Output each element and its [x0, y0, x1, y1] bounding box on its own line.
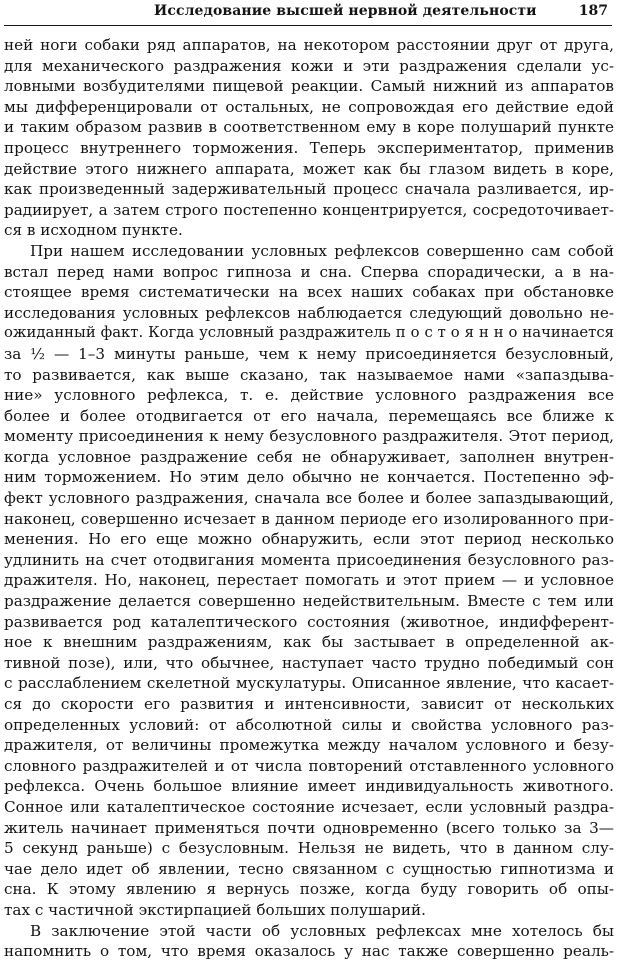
text-line: действие этого нижнего аппарата, может как бы глазом видеть в коре,	[4, 159, 614, 178]
text-line: ное к внешним раздражениям, как бы застывает в определенной ак-	[4, 633, 614, 652]
page-header	[4, 2, 612, 26]
text-line: удлинить на счет отодвигания момента присоединения безусловного раз-	[4, 550, 614, 569]
paragraph	[4, 35, 614, 241]
header-rule	[4, 25, 612, 26]
text-line: развивается род каталептического состояния (животное, индифферент-	[4, 612, 614, 631]
text-line: когда условное раздражение себя не обнаруживает, заполнен внутрен-	[4, 447, 614, 466]
text-line: тивной позе), или, что обычнее, наступает часто трудно победимый сон	[4, 653, 614, 672]
text-line: стоящее время систематически на всех наших собаках при обстановке	[4, 283, 614, 302]
text-line: В заключение этой части об условных рефлексах мне хотелось бы	[30, 921, 614, 940]
body-text	[4, 35, 614, 962]
text-line: ней ноги собаки ряд аппаратов, на некотором расстоянии друг от друга,	[4, 36, 614, 54]
text-line: встал перед нами вопрос гипноза и сна. Сперва спорадически, а в на-	[4, 262, 614, 281]
text-line: и таким образом развив в соответственном ему в коре полушарий пункте	[4, 118, 614, 137]
text-line: ние» условного рефлекса, т. е. действие условного раздражения все	[4, 386, 614, 405]
text-line: раздражение делается совершенно недействительным. Вместе с тем или	[4, 592, 614, 611]
running-title: Исследование высшей нервной деятельности	[154, 3, 537, 19]
text-line: сна. К этому явлению я вернусь позже, когда буду говорить об опы-	[4, 880, 614, 899]
text-line: словного раздражителей и от числа повторений отставленного условного	[4, 756, 614, 775]
text-line: фект условного раздражения, сначала все более и более запаздывающий,	[4, 489, 614, 508]
text-line: менения. Но его еще можно обнаружить, если этот период несколько	[4, 530, 614, 549]
text-line: то развивается, как выше сказано, так называемое нами «запаздыва-	[4, 365, 614, 384]
text-line: более и более отодвигается от его начала, перемещаясь все ближе к	[4, 406, 614, 425]
text-line: как произведенный задерживательный процесс сначала разливается, ир-	[4, 180, 614, 199]
text-line: ловными возбудителями пищевой реакции. Самый нижний из аппаратов	[4, 77, 614, 96]
paragraph	[4, 921, 614, 962]
text-line: наконец, совершенно исчезает в данном периоде его изолированного при-	[4, 509, 614, 528]
text-line: рефлекса. Очень большое влияние имеет индивидуальность животного.	[4, 777, 614, 796]
paragraph	[4, 241, 614, 921]
text-line: чае дело идет об явлении, тесно связанном с сущностью гипнотизма и	[4, 859, 614, 878]
text-line: исследования условных рефлексов наблюдается следующий довольно не-	[4, 303, 614, 322]
text-line: ним торможением. Но этим дело обычно не кончается. Постепенно эф-	[4, 468, 614, 487]
text-line: ся до скорости его развития и интенсивности, зависит от нескольких	[4, 695, 614, 713]
text-line: Сонное или каталептическое состояние исчезает, если условный раздра-	[4, 797, 614, 816]
text-line: тах с частичной экстирпацией больших полушарий.	[4, 900, 426, 919]
text-line: напомнить о том, что время оказалось у нас также совершенно реаль-	[4, 942, 614, 961]
text-line: житель начинает применяться почти одновременно (всего только за 3—	[4, 818, 614, 837]
text-line: При нашем исследовании условных рефлексов совершенно сам собой	[30, 241, 614, 260]
text-line: с расслаблением скелетной мускулатуры. Описанное явление, что касает-	[4, 674, 614, 693]
text-line: ожиданный факт. Когда условный раздражитель п о с т о я н н о начинается	[4, 324, 614, 342]
page-number: 187	[578, 3, 608, 19]
text-line: 5 секунд раньше) с безусловным. Нельзя не видеть, что в данном слу-	[4, 839, 614, 858]
text-line: для механического раздражения кожи и эти раздражения сделали ус-	[4, 56, 614, 75]
text-line: ся в исходном пункте.	[4, 221, 183, 240]
text-line: радиирует, а затем строго постепенно концентрируется, сосредоточивает-	[4, 200, 614, 219]
text-line: дражителя, от величины промежутка между началом условного и безу-	[4, 736, 614, 755]
text-line: процесс внутреннего торможения. Теперь экспериментатор, применив	[4, 138, 614, 157]
text-line: мы дифференцировали от остальных, не сопровождая его действие едой	[4, 97, 614, 116]
text-line: за ½ — 1–3 минуты раньше, чем к нему присоединяется безусловный,	[4, 344, 614, 363]
text-line: моменту присоединения к нему безусловного раздражителя. Этот период,	[4, 427, 614, 446]
text-line: определенных условий: от абсолютной силы и свойства условного раз-	[4, 715, 614, 734]
text-line: дражителя. Но, наконец, перестает помогать и этот прием — и условное	[4, 571, 614, 590]
